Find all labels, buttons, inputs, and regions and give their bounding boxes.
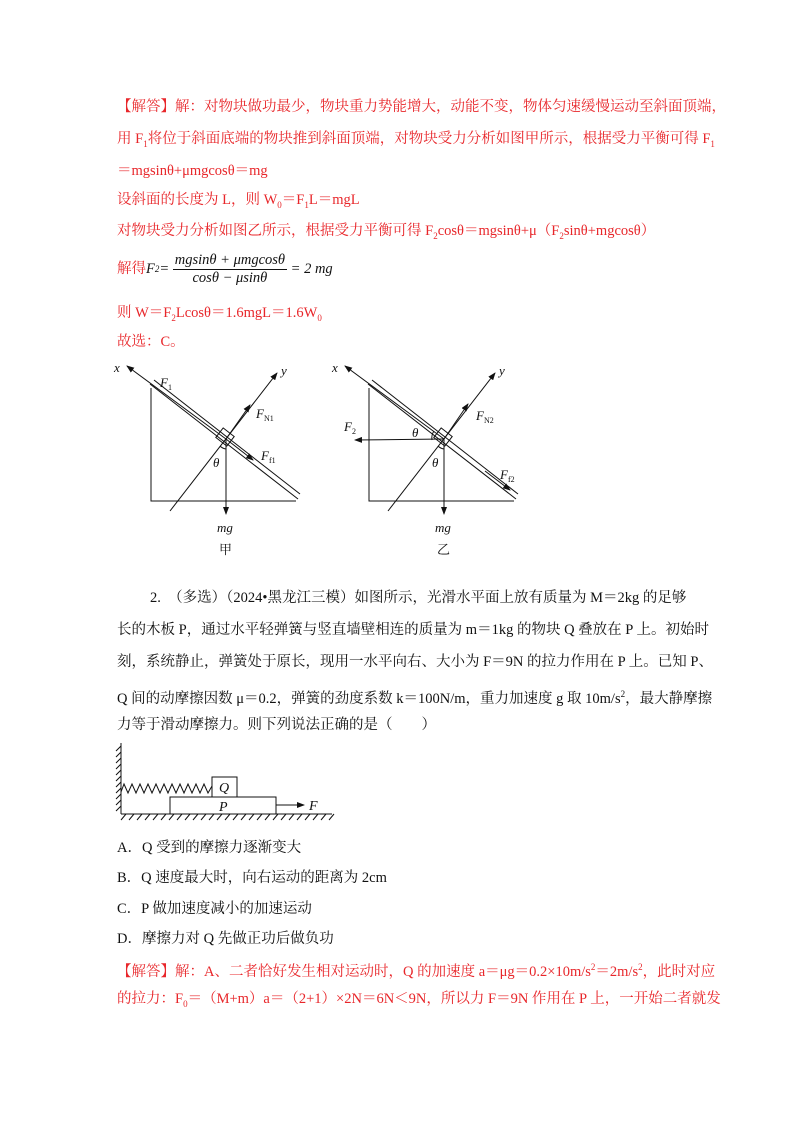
block-q-label: Q	[219, 781, 230, 796]
solution1-line5: 对物块受力分析如图乙所示，根据受力平衡可得 $F_2\cos\theta=mgsin\theta+\mu(F_2\sin\theta+mgcos\theta)$	[117, 223, 656, 241]
gravity-label: mg	[217, 520, 233, 535]
axis-x-label: x	[332, 360, 338, 375]
option-d: D．摩擦力对 Q 先做正功后做负功	[117, 931, 334, 947]
axis-y-label: y	[281, 363, 287, 378]
spring	[121, 784, 212, 793]
theta-label: θ	[213, 455, 220, 470]
gravity-label: mg	[435, 520, 451, 535]
force-F2-label: $F_2$	[344, 419, 356, 436]
caption-jia: 甲	[219, 542, 233, 557]
solution1-line7: 则 $W=F_2Lcos\theta=1.6mgL=1.6W_0$	[117, 305, 322, 323]
axis-x-label: x	[114, 360, 120, 375]
theta-label: θ	[432, 455, 439, 470]
solution2-line1: 【解答】解：A、二者恰好发生相对运动时，Q 的加速度 $a=\mu g=0.2\times 10m/s^2=2m/s^2$，此时对应	[117, 962, 716, 980]
solution1-line8: 故选：C。	[117, 334, 185, 350]
option-c: C．P 做加速度减小的加速运动	[117, 901, 312, 917]
option-b: B．Q 速度最大时，向右运动的距离为 2cm	[117, 870, 387, 886]
block-q	[212, 777, 237, 797]
solution1-formula: 解得F2= $\frac{\text{mgsinθ + μmgcosθ}}{\cos\theta - \mu\sin\theta}$ = 2 mg	[117, 252, 333, 286]
force-Ff2-label: $F_{f2}$	[500, 467, 515, 484]
question2-line3: 刻，系统静止，弹簧处于原长，现用一水平向右、大小为 F＝9N 的拉力作用在 P 上。已知 P、	[117, 654, 713, 670]
question2-line2: 长的木板 P，通过水平轻弹簧与竖直墙壁相连的质量为 m＝1kg 的物块 Q 叠放在 P 上。初始时	[117, 622, 709, 638]
question2-line4: Q 间的动摩擦因数 μ＝0.2，弹簧的劲度系数 k＝100N/m，重力加速度 g 取 $10m/s^2$，最大静摩擦	[117, 689, 713, 707]
board-p-label: P	[219, 800, 228, 815]
force-diagram-right	[345, 366, 518, 514]
caption-yi: 乙	[437, 542, 451, 557]
solution1-line1: 【解答】解：对物块做功最少，物块重力势能增大，动能不变，物体匀速缓慢运动至斜面顶端，	[117, 99, 726, 115]
force-FN1-label: $F_{N1}$	[256, 406, 274, 423]
solution1-line2: 用 $F_1$将位于斜面底端的物块推到斜面顶端，对物块受力分析如图甲所示，根据受力平衡可得 $F_1$	[117, 131, 715, 149]
theta-label: θ	[412, 425, 419, 440]
solution1-line4: 设斜面的长度为 L，则 $W_0=F_1L=mgL$	[117, 192, 360, 210]
force-Ff1-label: $F_{f1}$	[261, 448, 276, 465]
board-p	[170, 797, 276, 814]
option-a: A．Q 受到的摩擦力逐渐变大	[117, 840, 302, 856]
force-diagram-left	[127, 366, 300, 514]
formula-fraction: $\frac{\text{mgsinθ + μmgcosθ}}{\cos\theta - \mu\sin\theta}$	[174, 252, 286, 286]
axis-y-label: y	[499, 363, 505, 378]
solution2-line2: 的拉力：$F_0=(M+m)a=(2+1)\times 2N=6N<9N$，所以力 F＝9N 作用在 P 上，一开始二者就发	[117, 991, 721, 1009]
force-F1-label: $F_1$	[160, 375, 172, 392]
force-f-label: F	[309, 799, 318, 814]
force-FN2-label: $F_{N2}$	[476, 408, 494, 425]
question2-line5: 力等于滑动摩擦力。则下列说法正确的是（ ）	[117, 717, 436, 733]
solution1-line3: ＝mgsinθ+μmgcosθ＝mg	[117, 163, 268, 179]
question2-line1: 2. （多选）（2024•黑龙江三模）如图所示，光滑水平面上放有质量为 M＝2kg 的足够	[150, 590, 687, 606]
